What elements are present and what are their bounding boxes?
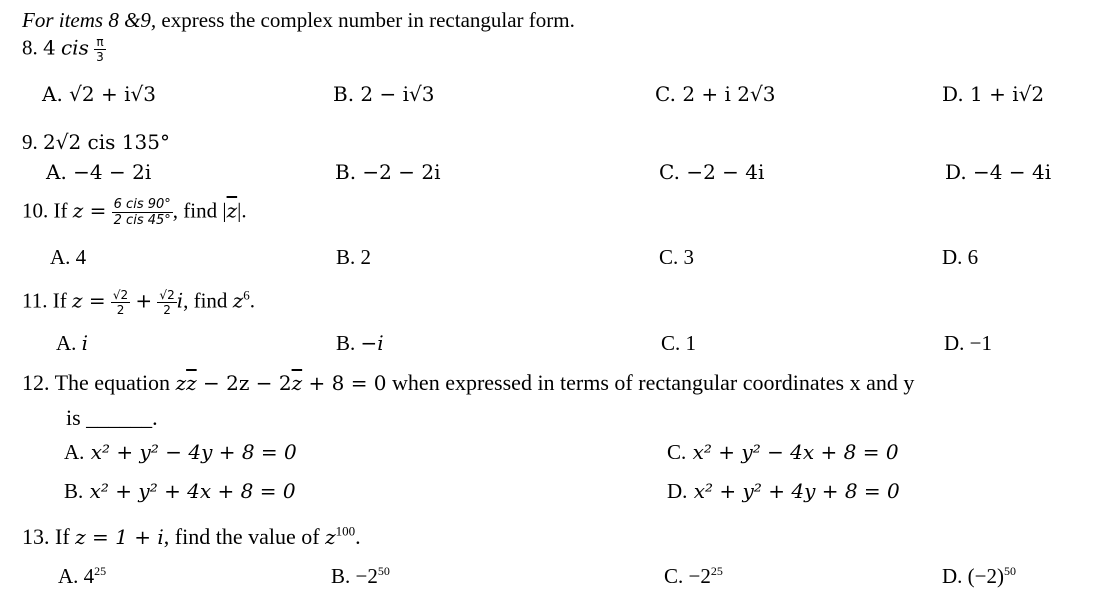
option-expr: √2 + i√3 (69, 82, 156, 106)
option-letter: B. (335, 160, 357, 184)
question-11-f1-num: √2 (112, 288, 129, 302)
option-expr: x² + y² + 4x + 8 = 0 (89, 479, 296, 503)
option-letter: B. (336, 331, 356, 355)
question-10-var: z = (72, 198, 107, 223)
question-13-exp: 100 (335, 523, 356, 539)
question-10-zbar: $\overline{z}$ (226, 198, 238, 223)
option-letter: D. (945, 160, 967, 184)
question-8-option-b[interactable] (333, 84, 434, 104)
question-11-plus: + (135, 288, 153, 313)
question-12-option-c[interactable] (667, 442, 899, 463)
question-8-frac-num: π (94, 36, 106, 50)
option-expr: −i (360, 331, 384, 355)
question-12-line2: is ______. (66, 405, 158, 430)
option-base: C. −2 (664, 564, 711, 588)
option-expr: x² + y² − 4y + 8 = 0 (90, 440, 297, 464)
question-11-option-d[interactable]: D. −1 (944, 331, 993, 355)
question-10-suffix: , find | (172, 198, 227, 223)
question-9-expr: 2√2 cis 135° (43, 130, 170, 154)
question-13-end: . (355, 524, 361, 549)
question-9-option-a[interactable] (46, 162, 151, 182)
question-8-cis: cis (60, 35, 89, 60)
question-12-zbar1: $\overline{z}$ (186, 371, 197, 395)
option-expr: −4 − 2i (73, 160, 152, 184)
question-11-var: z = (71, 288, 106, 313)
instruction-items-label: For items 8 &9, (22, 8, 157, 32)
option-letter: A. (56, 331, 77, 355)
question-13-option-b[interactable] (331, 566, 390, 587)
instruction-text: express the complex number in rectangular form. (156, 8, 575, 32)
question-12-z1: z (175, 371, 187, 395)
question-13-expr: z = 1 + i (75, 525, 164, 549)
option-letter: B. (333, 82, 355, 106)
option-expr: i (81, 331, 89, 355)
option-letter: C. (667, 440, 687, 464)
question-9-number: 9. (22, 130, 38, 154)
option-base: A. 4 (58, 564, 95, 588)
option-letter: A. (46, 160, 67, 184)
question-10-fraction (112, 198, 173, 227)
question-11-option-c[interactable]: C. 1 (661, 331, 697, 355)
question-11-find: , find (183, 288, 228, 313)
question-13-stem (22, 523, 361, 549)
question-11-fraction-1 (111, 289, 130, 316)
question-10-option-c[interactable]: C. 3 (659, 245, 695, 269)
question-12-eq-end: + 8 = 0 (302, 371, 387, 395)
option-expr: 2 − i√3 (360, 82, 435, 106)
question-10-frac-den: 2 cis 45° (113, 213, 171, 228)
question-11-prefix: 11. If (22, 288, 67, 313)
option-expr: 2 + i 2√3 (682, 82, 776, 106)
question-12-zbar2: $\overline{z}$ (291, 371, 303, 395)
option-expr: −4 − 4i (973, 160, 1052, 184)
option-letter: C. (655, 82, 676, 106)
question-11-f1-den: 2 (116, 303, 125, 317)
question-11-i: i (176, 288, 184, 313)
option-letter: D. (667, 479, 688, 503)
question-11-fraction-2 (157, 289, 176, 316)
question-8-stem (22, 36, 106, 63)
question-12-tail: when expressed in terms of rectangular coordinates x and y (386, 370, 915, 395)
question-10-frac-num: 6 cis 90° (113, 197, 171, 212)
question-11-option-b[interactable] (336, 333, 384, 354)
instruction-line (22, 10, 575, 31)
question-12-stem (22, 372, 914, 394)
option-expr: −2 − 4i (686, 160, 765, 184)
question-10-end: |. (237, 198, 247, 223)
option-exponent: 50 (377, 564, 390, 578)
question-13-prefix: 13. If (22, 524, 70, 549)
option-expr: x² + y² − 4x + 8 = 0 (692, 440, 899, 464)
option-exponent: 50 (1004, 564, 1016, 578)
question-13-option-a[interactable] (58, 566, 106, 587)
question-9-option-c[interactable] (659, 162, 764, 182)
question-12-mid: − 2z − 2 (196, 371, 292, 395)
option-expr: x² + y² + 4y + 8 = 0 (693, 479, 900, 503)
question-12-prefix: 12. The equation (22, 370, 171, 395)
question-9-option-d[interactable] (945, 162, 1051, 182)
option-letter: A. (64, 440, 85, 464)
question-8-option-d[interactable] (942, 84, 1044, 104)
question-9-option-b[interactable] (335, 162, 441, 182)
question-8-frac-den: 3 (96, 50, 104, 64)
question-10-option-b[interactable]: B. 2 (336, 245, 372, 269)
question-10-option-a[interactable]: A. 4 (50, 245, 87, 269)
question-12-option-b[interactable] (64, 481, 296, 502)
option-base: D. (−2) (942, 564, 1004, 588)
question-8-number: 8. (22, 35, 38, 60)
question-12-option-a[interactable] (64, 442, 297, 463)
option-base: B. −2 (331, 564, 378, 588)
question-10-option-d[interactable]: D. 6 (942, 245, 979, 269)
option-letter: C. (659, 160, 680, 184)
question-8-option-a[interactable] (42, 84, 156, 104)
option-letter: B. (64, 479, 84, 503)
question-8-option-c[interactable] (655, 84, 775, 104)
option-letter: A. (42, 82, 63, 106)
option-expr: −2 − 2i (362, 160, 441, 184)
question-10-stem (22, 198, 247, 227)
question-13-option-d[interactable] (942, 566, 1016, 587)
question-12-option-d[interactable] (667, 481, 900, 502)
question-13-option-c[interactable] (664, 566, 723, 587)
question-11-option-a[interactable] (56, 333, 88, 354)
question-11-stem (22, 289, 255, 316)
option-letter: D. (942, 82, 964, 106)
question-8-fraction (94, 36, 106, 63)
option-exponent: 25 (94, 564, 107, 578)
question-11-f2-den: 2 (163, 303, 171, 317)
question-9-stem (22, 132, 170, 153)
question-11-f2-num: √2 (159, 288, 175, 302)
question-11-z: z (232, 288, 244, 313)
option-exponent: 25 (710, 564, 723, 578)
question-13-z: z (325, 525, 336, 549)
question-8-coef: 4 (43, 35, 56, 60)
question-11-exp: 6 (243, 287, 250, 303)
question-11-end: . (249, 288, 255, 313)
question-10-prefix: 10. If (22, 198, 68, 223)
question-13-mid: , find the value of (163, 524, 320, 549)
option-expr: 1 + i√2 (970, 82, 1045, 106)
